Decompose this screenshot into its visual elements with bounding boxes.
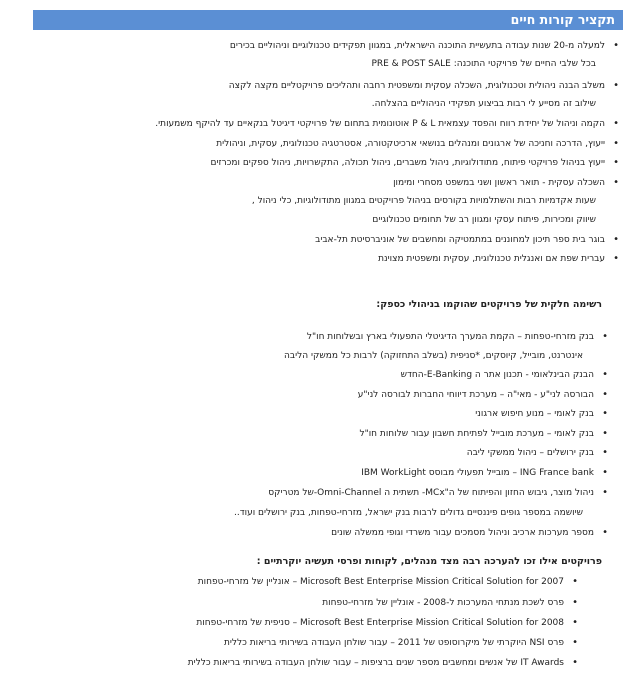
- summary-item: • עברית שפת אם ואנגלית טכנולוגית, עסקית ומשפטית מצוינת: [30, 253, 605, 265]
- project-item: • ניהול מוצר, גיבוש החזון והפיתוח של ה"MCx- תשתית ה Omni-Channel-של מטריקס: [30, 487, 594, 499]
- summary-item-continuation: שיווק ומכירות, פיתוח עסקי ומגוון רב של תחומים טכנולוגיים: [372, 215, 596, 225]
- project-item: • הבנק הבינלאומי - תכנון אתר ה E-Banking-החדש: [30, 369, 594, 381]
- award-item: • Microsoft Best Enterprise Mission Critical Solution for 2007 – אונליין של מזרחי-טפחות: [30, 576, 564, 588]
- section-title-bar: תקציר קורות חיים: [33, 10, 623, 30]
- project-item: • בנק ירושלים – ניהול ממשקי ליבה: [30, 447, 594, 459]
- project-item: • ING France bank – מובייל תפעולי מבוסס IBM WorkLight: [30, 467, 594, 479]
- award-item: • פרס לשכת מנתחי המערכות ל-2008 - אונליין של מזרחי-טפחות: [30, 597, 564, 609]
- summary-item: • השכלה עסקית - תואר ראשון ושני במשפט מסחרי ומימון: [30, 177, 605, 189]
- summary-item: • בוגר בית ספר תיכון למחוננים במתמטיקה ומחשבים של אוניברסיטת תל-אביב: [30, 234, 605, 246]
- award-item: • Microsoft Best Enterprise Mission Critical Solution for 2008 – סניפית של מזרחי-טפחות: [30, 617, 564, 629]
- project-item: • בנק לאומי – מנוע חיפוש ארגוני: [30, 408, 594, 420]
- award-item: • פרס NSI היוקרתי של מיקרוסופט של 2011 – עבור שולחן העבודה בשירותי בריאות כללית: [30, 637, 564, 649]
- summary-item: • ייעוץ בניהול פרויקטי פיתוח, מתודולוגיות, ניהול משברים, ניהול תכולה, התקשרויות, ניהול ספקים ומכרזים: [30, 157, 605, 169]
- project-item: • בנק לאומי – מערכת מובייל לפתיחת חשבון עבור שלוחות חו"ל: [30, 428, 594, 440]
- summary-item: • ייעוץ, הדרכה וחניכה של ארגונים ומנהלים בנושאי ארכיטקטורה, אסטרטגיה טכנולוגית, עסקית, וניהולית: [30, 138, 605, 150]
- summary-item: • למעלה מ-20 שנות עבודה בתעשיית התוכנה הישראלית, במגוון תפקידים טכנולוגיים וניהוליים בכירים: [30, 40, 605, 52]
- summary-item-continuation: שילוב זה מסייע לי רבות בביצוע תפקידי הניהוליים בהצלחה.: [371, 99, 596, 109]
- project-item: • בנק מזרחי-טפחות – הקמת המערך הדיגיטלי התפעולי בארץ ובשלוחות חו"ל: [30, 331, 594, 343]
- award-item: • IT Awards של אנשים ומחשבים מספר שנים ברציפות – עבור שולחן העבודה בשירותי בריאות כללית: [30, 657, 564, 669]
- projects-heading: רשימה חלקית של פרויקטים שהוקמו בניהולי כספק:: [376, 299, 602, 310]
- summary-item-continuation: בכל שלבי החיים של פרויקטי התוכנה: PRE & POST SALE: [371, 59, 596, 69]
- awards-heading: פרויקטים אילו זכו להערכה רבה מצד מנהלים, לקוחות ופרסי תעשיה יוקרתיים :: [256, 556, 602, 567]
- project-item: • מספר מערכות ארכיב וניהול מסמכים עבור משרדי וגופי ממשלה שונים: [30, 527, 594, 539]
- project-item: • הבורסה לני"ע - מאי"ה – מערכת דיווחי החברות לבורסה לני"ע: [30, 389, 594, 401]
- summary-item: • הקמה וניהול של יחידת רווח והפסד עצמאית P & L אוטונומית בתחום של פרויקטי דיגיטל בנקאיים עד להיקף משמעותי.: [30, 118, 605, 130]
- summary-item-continuation: שעות אקדמיות רבות והשתלמויות בקורסים בניהול פרויקטים במגוון מתודולוגיות, כלי ניהול ,: [251, 196, 596, 206]
- project-item-continuation: שיושמה במספר גופים פיננסיים גדולים לרבות בנק ישראל, מזרחי-טפחות, בנק ירושלים ועוד..: [234, 508, 583, 518]
- summary-item: • משלב הבנה ניהולית וטכנולוגית, השכלה עסקית ומשפטית רחבה ותהליכים פרויקטליים מקצה לקצה: [30, 80, 605, 92]
- project-item-continuation: אינטרנט, מובייל, קיוסקים, *סניפית (בשלב התחזוקה) לרבות כל ממשקי הליבה: [284, 351, 583, 361]
